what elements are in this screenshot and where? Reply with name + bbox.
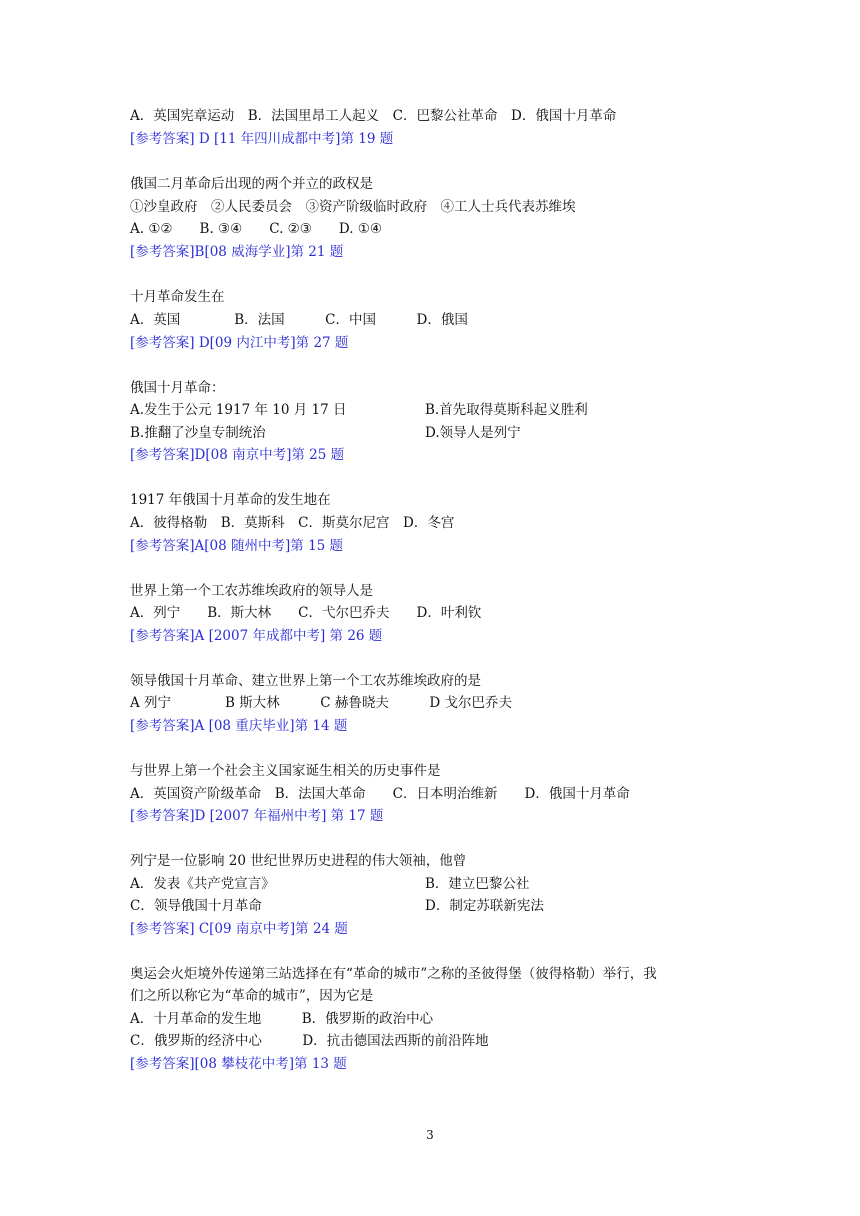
q6-answer: [参考答案]A [2007 年成都中考] 第 26 题 — [130, 628, 383, 644]
q9-answer: [参考答案] C[09 南京中考]第 24 题 — [130, 921, 348, 937]
q9-option-b: B．建立巴黎公社 — [425, 876, 530, 892]
q2-options: A. ①② B. ③④ C. ②③ D. ①④ — [130, 221, 383, 237]
q8-options: A．英国资产阶级革命 B．法国大革命 C．日本明治维新 D．俄国十月革命 — [130, 786, 630, 802]
q9-option-a: A．发表《共产党宣言》 — [130, 876, 275, 892]
q2-items: ①沙皇政府 ②人民委员会 ③资产阶级临时政府 ④工人士兵代表苏维埃 — [130, 199, 576, 215]
q4-option-d: D.领导人是列宁 — [425, 425, 521, 441]
q8-answer: [参考答案]D [2007 年福州中考] 第 17 题 — [130, 808, 384, 824]
q3-answer: [参考答案] D[09 内江中考]第 27 题 — [130, 335, 349, 351]
q4-stem: 俄国十月革命： — [130, 380, 225, 396]
q1-answer: [参考答案] D [11 年四川成都中考]第 19 题 — [130, 131, 394, 147]
q4-option-a: A.发生于公元 1917 年 10 月 17 日 — [130, 402, 347, 418]
q10-stem-line1: 奥运会火炬境外传递第三站选择在有“革命的城市”之称的圣彼得堡（彼得格勒）举行，我 — [130, 966, 657, 982]
q4-answer: [参考答案]D[08 南京中考]第 25 题 — [130, 447, 345, 463]
q7-options: A 列宁 B 斯大林 C 赫鲁晓夫 D 戈尔巴乔夫 — [130, 695, 512, 711]
q9-option-d: D．制定苏联新宪法 — [425, 898, 544, 914]
q9-option-c: C．领导俄国十月革命 — [130, 898, 262, 914]
q2-stem: 俄国二月革命后出现的两个并立的政权是 — [130, 176, 373, 192]
q4-option-b: B.首先取得莫斯科起义胜利 — [425, 402, 588, 418]
q10-stem-line2: 们之所以称它为“革命的城市”，因为它是 — [130, 988, 374, 1004]
q10-options-ab: A．十月革命的发生地 B．俄罗斯的政治中心 — [130, 1011, 434, 1027]
q10-options-cd: C．俄罗斯的经济中心 D．抗击德国法西斯的前沿阵地 — [130, 1033, 489, 1049]
q1-options: A．英国宪章运动 B．法国里昂工人起义 C．巴黎公社革命 D．俄国十月革命 — [130, 108, 617, 124]
q6-stem: 世界上第一个工农苏维埃政府的领导人是 — [130, 583, 373, 599]
q2-answer: [参考答案]B[08 威海学业]第 21 题 — [130, 244, 344, 260]
q9-stem: 列宁是一位影响 20 世纪世界历史进程的伟大领袖，他曾 — [130, 853, 467, 869]
q6-options: A．列宁 B．斯大林 C．弋尔巴乔夫 D．叶利钦 — [130, 605, 482, 621]
q5-options: A．彼得格勒 B．莫斯科 C．斯莫尔尼宫 D．冬宫 — [130, 515, 455, 531]
q3-options: A．英国 B．法国 C．中国 D．俄国 — [130, 312, 468, 328]
q10-answer: [参考答案][08 攀枝花中考]第 13 题 — [130, 1056, 347, 1072]
q3-stem: 十月革命发生在 — [130, 289, 225, 305]
page-number: 3 — [426, 1128, 434, 1142]
q7-stem: 领导俄国十月革命、建立世界上第一个工农苏维埃政府的是 — [130, 673, 481, 689]
q7-answer: [参考答案]A [08 重庆毕业]第 14 题 — [130, 718, 348, 734]
q5-answer: [参考答案]A[08 随州中考]第 15 题 — [130, 538, 344, 554]
q8-stem: 与世界上第一个社会主义国家诞生相关的历史事件是 — [130, 763, 441, 779]
q5-stem: 1917 年俄国十月革命的发生地在 — [130, 492, 331, 508]
q4-option-c: B.推翻了沙皇专制统治 — [130, 425, 266, 441]
